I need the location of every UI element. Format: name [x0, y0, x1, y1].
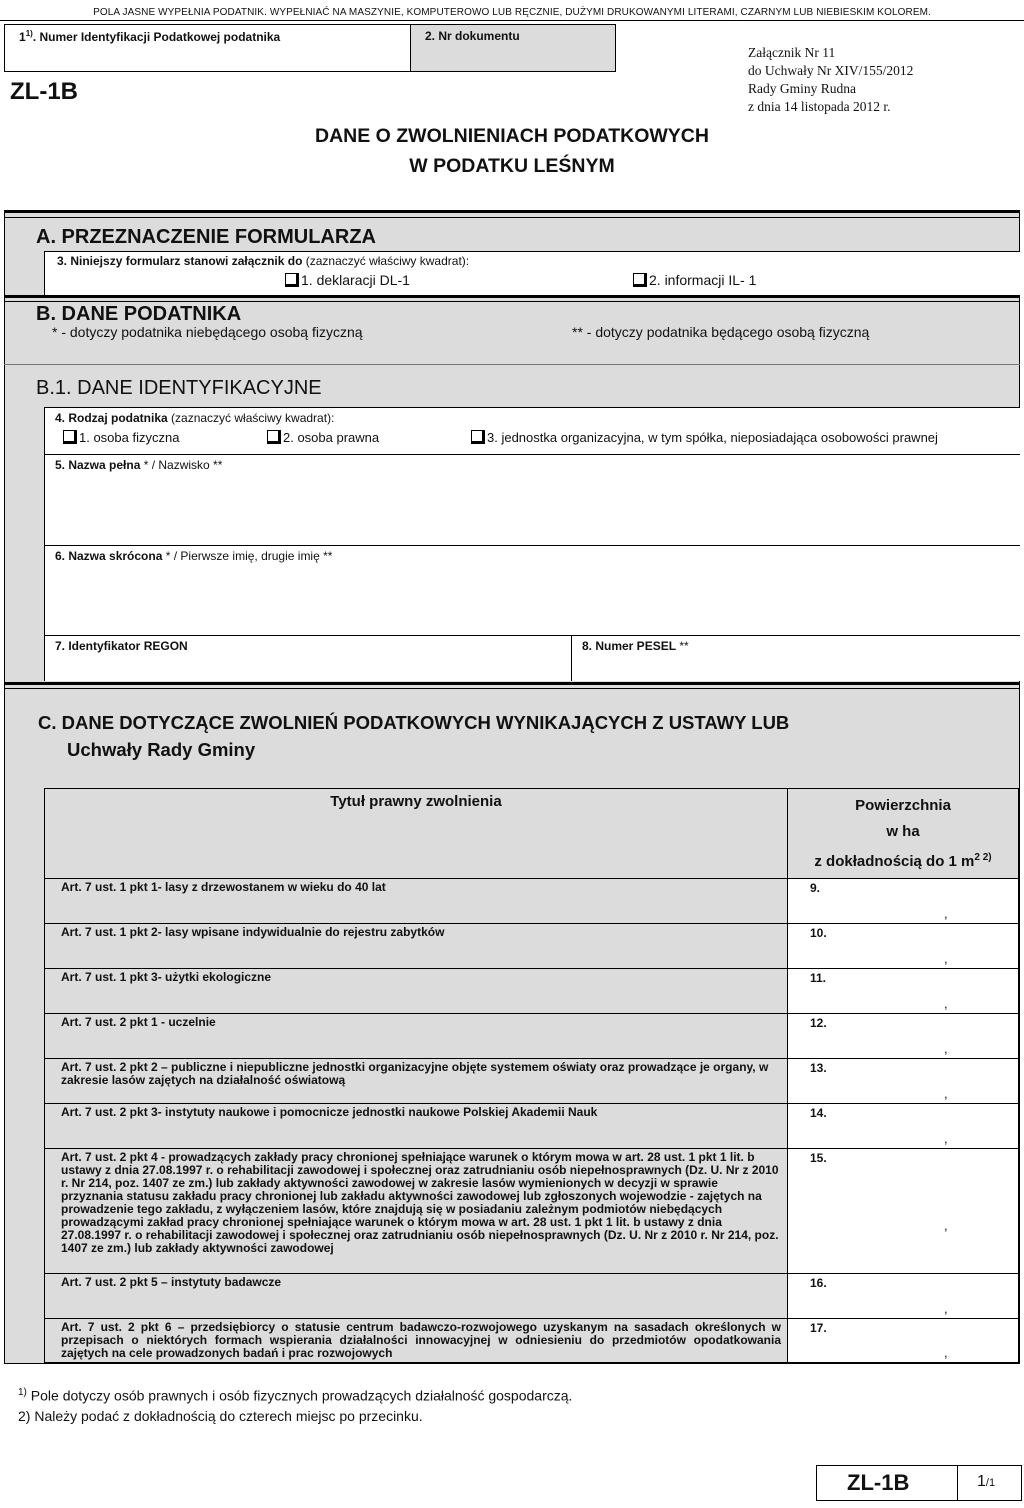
area-input-14[interactable]: [788, 1104, 1019, 1149]
field-number: 16.: [810, 1276, 827, 1290]
full-name-field[interactable]: [44, 454, 1020, 545]
section-c-heading: [38, 709, 789, 763]
exemptions-table: [44, 788, 1019, 1363]
annex-line: Załącznik Nr 11: [748, 45, 836, 60]
checkbox[interactable]: [471, 430, 485, 444]
annex-line: do Uchwały Nr XIV/155/2012: [748, 63, 914, 78]
decimal-comma: ,: [944, 996, 948, 1011]
decimal-comma: ,: [944, 1218, 948, 1233]
checkbox[interactable]: [633, 273, 647, 287]
legal-title-cell: Art. 7 ust. 1 pkt 3- użytki ekologiczne: [45, 969, 788, 1014]
area-input-10[interactable]: [788, 924, 1019, 969]
field-number: 13.: [810, 1061, 827, 1075]
document-number-label: 2. Nr dokumentu: [425, 29, 520, 43]
note-legal-entity: * - dotyczy podatnika niebędącego osobą fizyczną: [52, 324, 363, 340]
field-number: 17.: [810, 1321, 827, 1335]
legal-title-cell: Art. 7 ust. 1 pkt 1- lasy z drzewostanem w wieku do 40 lat: [45, 879, 788, 924]
type-natural-person[interactable]: 1. osoba fizyczna: [63, 430, 179, 445]
decimal-comma: ,: [944, 1131, 948, 1146]
section-b1-heading: B.1. DANE IDENTYFIKACYJNE: [36, 377, 322, 399]
decimal-comma: ,: [944, 1086, 948, 1101]
table-row: [45, 1104, 1019, 1149]
nip-field[interactable]: [4, 24, 411, 72]
section-b-rule: [4, 295, 1020, 298]
area-input-13[interactable]: [788, 1059, 1019, 1104]
short-name-field[interactable]: [44, 545, 1020, 635]
legal-title-cell: Art. 7 ust. 2 pkt 1 - uczelnie: [45, 1014, 788, 1059]
document-number-field: [410, 24, 616, 72]
field-number: 12.: [810, 1016, 827, 1030]
section-c-heading-line2: Uchwały Rady Gminy: [67, 739, 256, 760]
legal-title-cell: Art. 7 ust. 2 pkt 3- instytuty naukowe i pomocnicze jednostki naukowe Polskiej Akademii Nauk: [45, 1104, 788, 1149]
footnote-1: $^{1)}$ Pole dotyczy osób prawnych i osób fizycznych prowadzących działalność gospodarczą.: [18, 1387, 573, 1404]
legal-title-cell: Art. 7 ust. 1 pkt 2- lasy wpisane indywidualnie do rejestru zabytków: [45, 924, 788, 969]
field4-box: [44, 407, 1020, 454]
form-title-line1: DANE O ZWOLNIENIACH PODATKOWYCH: [315, 125, 709, 147]
col-area-header: Powierzchnia w ha z dokładnością do 1 $m^{2 2)}$: [788, 789, 1019, 879]
section-a-rule: [4, 210, 1020, 213]
legal-title-cell: Art. 7 ust. 2 pkt 6 – przedsiębiorcy o statusie centrum badawczo-rozwojowego uzyskanym na sasadach określonych w przepisach o niektórych formach wspierania działalności innowacyjnej w odniesieniu do przedmiotów opodatkowania zajętych na cele prowadzonych badań i prac rozwojowych: [45, 1319, 788, 1363]
field-number: 10.: [810, 926, 827, 940]
field-number: 14.: [810, 1106, 827, 1120]
table-row: [45, 1274, 1019, 1319]
field6-label: 6. Nazwa skrócona * / Pierwsze imię, drugie imię **: [55, 549, 333, 563]
page-footer-box: [816, 1465, 1022, 1501]
checkbox[interactable]: [285, 273, 299, 287]
area-input-11[interactable]: [788, 969, 1019, 1014]
annex-line: Rady Gminy Rudna: [748, 81, 856, 96]
area-input-16[interactable]: [788, 1274, 1019, 1319]
regon-field[interactable]: [44, 635, 572, 681]
note-natural-person: ** - dotyczy podatnika będącego osobą fizyczną: [572, 324, 870, 340]
decimal-comma: ,: [944, 1041, 948, 1056]
legal-title-cell: Art. 7 ust. 2 pkt 4 - prowadzących zakłady pracy chronionej spełniające warunek o którym mowa w art. 28 ust. 1 pkt 1 lit. b ustawy z dnia 27.08.1997 r. o rehabilitacji zawodowej i społecznej oraz zatrudnianiu osób niepełnosprawnych (Dz. U. Nr z 2010 r. Nr 214, poz. 1407 ze zm.) lub zakłady aktywności zawodowej w zakresie lasów wymienionych w decyzji w sprawie przyznania statusu zakładu pracy chronionej lub zakładu aktywności zawodowej lub zgłoszonych wojewodzie - zajętych na prowadzenie tego zakładu, z wyłączeniem lasów, które znajdują się w posiadaniu zależnym podmiotów niebędących prowadzącymi zakład pracy chronionej spełniające warunek o którym mowa w art. 28 ust. 1 pkt 1 lit. b ustawy z dnia 27.08.1997 r. o rehabilitacji zawodowej i społecznej oraz zatrudnianiu osób niepełnosprawnych (Dz. U. Nr z 2010 r. Nr 214, poz. 1407 ze zm.) lub zakłady aktywności zawodowej: [45, 1149, 788, 1274]
table-row: [45, 924, 1019, 969]
decimal-comma: ,: [944, 1345, 948, 1360]
decimal-comma: ,: [944, 906, 948, 921]
top-instruction: POLA JASNE WYPEŁNIA PODATNIK. WYPEŁNIAĆ NA MASZYNIE, KOMPUTEROWO LUB RĘCZNIE, DUŻYMI DRUKOWANYMI LITERAMI, CZARNYM LUB NIEBIESKIM KOLOREM.: [93, 7, 931, 18]
table-row: [45, 1149, 1019, 1274]
legal-title-cell: Art. 7 ust. 2 pkt 5 – instytuty badawcze: [45, 1274, 788, 1319]
nip-label: 1$^{1)}$. Numer Identyfikacji Podatkowej podatnika: [19, 29, 281, 44]
footer-form-code: ZL-1B: [847, 1470, 910, 1495]
page-number: 1/1: [977, 1473, 996, 1490]
area-input-12[interactable]: [788, 1014, 1019, 1059]
field-number: 11.: [810, 971, 827, 985]
form-code: ZL-1B: [10, 78, 78, 105]
table-row: [45, 1319, 1019, 1363]
type-organizational-unit[interactable]: 3. jednostka organizacyjna, w tym spółka, nieposiadająca osobowości prawnej: [471, 430, 938, 445]
option-dl1[interactable]: 1. deklaracji DL-1: [285, 272, 410, 288]
area-input-9[interactable]: [788, 879, 1019, 924]
table-header-row: [45, 789, 1019, 879]
field3-label: 3. Niniejszy formularz stanowi załącznik do (zaznaczyć właściwy kwadrat):: [57, 254, 470, 268]
section-a-heading: A. PRZEZNACZENIE FORMULARZA: [36, 226, 376, 248]
table-row: [45, 1014, 1019, 1059]
field4-label: 4. Rodzaj podatnika (zaznaczyć właściwy kwadrat):: [55, 411, 335, 425]
area-input-17[interactable]: [788, 1319, 1019, 1363]
form-title-line2: W PODATKU LEŚNYM: [409, 155, 615, 177]
field8-label: 8. Numer PESEL **: [582, 639, 689, 653]
section-a-rule-thin: [4, 217, 1020, 218]
col-legal-title-header: Tytuł prawny zwolnienia: [45, 789, 788, 879]
footer-divider: [957, 1466, 958, 1500]
section-c-rule-thin: [4, 688, 1020, 689]
annex-line: z dnia 14 listopada 2012 r.: [748, 99, 891, 114]
section-b-heading: B. DANE PODATNIKA: [36, 303, 242, 325]
checkbox[interactable]: [267, 430, 281, 444]
annex-info: [748, 44, 913, 116]
checkbox[interactable]: [63, 430, 77, 444]
field-number: 9.: [810, 881, 821, 895]
footnote-2: 2) Należy podać z dokładnością do czterech miejsc po przecinku.: [18, 1407, 423, 1424]
field7-label: 7. Identyfikator REGON: [55, 639, 188, 653]
subsection-rule: [4, 364, 1020, 365]
table-row: [45, 1059, 1019, 1104]
area-input-15[interactable]: [788, 1149, 1019, 1274]
section-b-rule-thin: [4, 301, 1020, 302]
legal-title-cell: Art. 7 ust. 2 pkt 2 – publiczne i niepubliczne jednostki organizacyjne objęte systemem oświaty oraz prowadzące je organy, w zakresie lasów zajętych na działalność oświatową: [45, 1059, 788, 1104]
decimal-comma: ,: [944, 1301, 948, 1316]
type-legal-person[interactable]: 2. osoba prawna: [267, 430, 379, 445]
option-il1[interactable]: 2. informacji IL- 1: [633, 272, 756, 288]
field5-label: 5. Nazwa pełna * / Nazwisko **: [55, 458, 223, 472]
section-c-rule: [4, 682, 1020, 685]
section-c-heading-line1: C. DANE DOTYCZĄCE ZWOLNIEŃ PODATKOWYCH WYNIKAJĄCYCH Z USTAWY LUB: [38, 712, 790, 733]
field-number: 15.: [810, 1151, 827, 1165]
pesel-field[interactable]: [572, 635, 1020, 681]
footnotes: [18, 1383, 572, 1426]
table-row: [45, 969, 1019, 1014]
form-title: [0, 121, 1024, 181]
table-row: [45, 879, 1019, 924]
field3-box: [44, 251, 1020, 295]
decimal-comma: ,: [944, 951, 948, 966]
header-rule: [0, 20, 1024, 21]
